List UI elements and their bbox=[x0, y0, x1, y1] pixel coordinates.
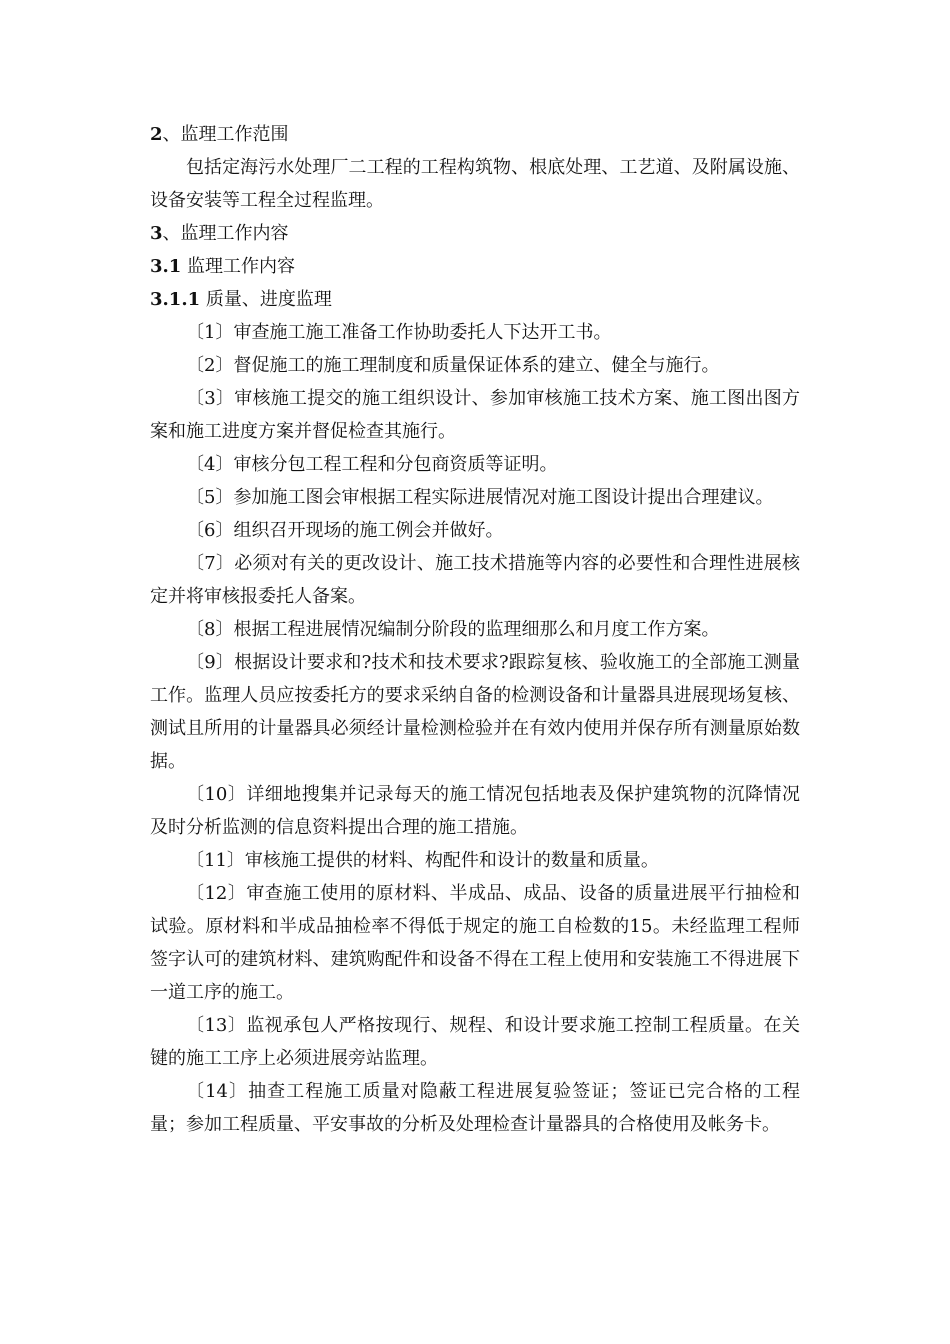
section-number: 3 bbox=[150, 223, 163, 244]
list-item-5: 〔5〕参加施工图会审根据工程实际进展情况对施工图设计提出合理建议。 bbox=[186, 487, 774, 508]
list-item-1: 〔1〕审查施工施工准备工作协助委托人下达开工书。 bbox=[186, 322, 612, 343]
list-item-12: 〔12〕审查施工使用的原材料、半成品、成品、设备的质量进展平行抽检和试验。原材料和半成品抽检率不得低于规定的施工自检数的15。未经监理工程师签字认可的建筑材料、建筑购配件和设备不得在工程上使用和安装施工不得进展下一道工序的施工。 bbox=[150, 883, 800, 1003]
document-page bbox=[150, 118, 800, 1141]
list-item-4: 〔4〕审核分包工程工程和分包商资质等证明。 bbox=[186, 454, 558, 475]
list-item-9: 〔9〕根据设计要求和?技术和技术要求?跟踪复核、验收施工的全部施工测量工作。监理人员应按委托方的要求采纳自备的检测设备和计量器具进展现场复核、测试且所用的计量器具必须经计量检测检验并在有效内使用并保存所有测量原始数据。 bbox=[150, 652, 800, 772]
list-item-14: 〔14〕抽查工程施工质量对隐蔽工程进展复验签证；签证已完合格的工程量；参加工程质量、平安事故的分析及处理检查计量器具的合格使用及帐务卡。 bbox=[150, 1081, 800, 1135]
section-heading-2 bbox=[150, 118, 800, 151]
section-number: 3.1.1 bbox=[150, 289, 201, 310]
section-heading-3-1-1 bbox=[150, 283, 800, 316]
section-heading-3-1 bbox=[150, 250, 800, 283]
list-item-11: 〔11〕审核施工提供的材料、构配件和设计的数量和质量。 bbox=[186, 850, 659, 871]
section-title: 、监理工作内容 bbox=[162, 223, 289, 244]
scope-paragraph-lead: 包括定海 bbox=[186, 157, 259, 178]
list-item-3: 〔3〕审核施工提交的施工组织设计、参加审核施工技术方案、施工图出图方案和施工进度方案并督促检查其施行。 bbox=[150, 388, 800, 442]
list-item-8: 〔8〕根据工程进展情况编制分阶段的监理细那么和月度工作方案。 bbox=[186, 619, 720, 640]
scope-paragraph-text: 污水处理厂二工程的工程构筑物、根底处理、工艺道、及附属设施、设备安装等工程全过程监理。 bbox=[150, 157, 801, 211]
list-item-2: 〔2〕督促施工的施工理制度和质量保证体系的建立、健全与施行。 bbox=[186, 355, 720, 376]
section-number: 2 bbox=[150, 124, 163, 145]
section-heading-3 bbox=[150, 217, 800, 250]
section-title: 质量、进度监理 bbox=[200, 289, 332, 310]
section-title: 、监理工作范围 bbox=[162, 124, 289, 145]
list-item-7: 〔7〕必须对有关的更改设计、施工技术措施等内容的必要性和合理性进展核定并将审核报委托人备案。 bbox=[150, 553, 800, 607]
section-number: 3.1 bbox=[150, 256, 182, 277]
scope-paragraph bbox=[150, 151, 800, 217]
list-item-10: 〔10〕详细地搜集并记录每天的施工情况包括地表及保护建筑物的沉降情况及时分析监测的信息资料提出合理的施工措施。 bbox=[150, 784, 800, 838]
list-item-6: 〔6〕组织召开现场的施工例会并做好。 bbox=[186, 520, 504, 541]
section-title: 监理工作内容 bbox=[181, 256, 296, 277]
list-item-13: 〔13〕监视承包人严格按现行、规程、和设计要求施工控制工程质量。在关键的施工工序上必须进展旁站监理。 bbox=[150, 1015, 800, 1069]
